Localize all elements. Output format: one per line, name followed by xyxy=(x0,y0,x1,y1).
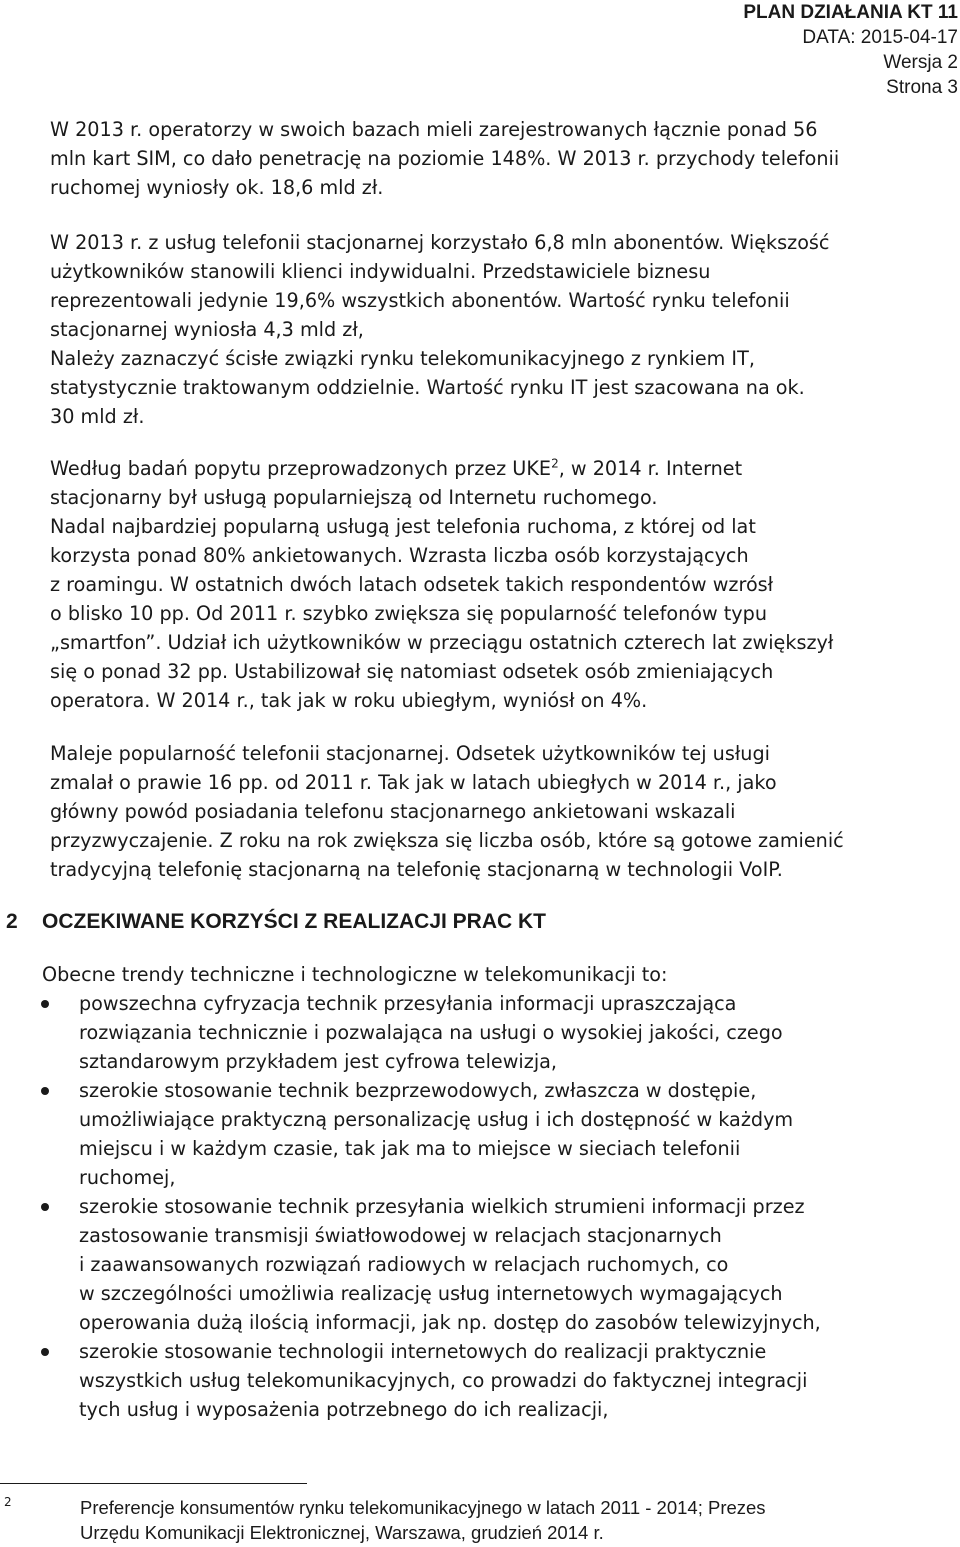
paragraph-fixed-line-decline xyxy=(50,739,950,884)
list-item-line: powszechna cyfryzacja technik przesyłania informacji upraszczająca xyxy=(79,992,737,1015)
paragraph-line: statystycznie traktowanym oddzielnie. Wartość rynku IT jest szacowana na ok. xyxy=(50,376,805,399)
section-number: 2 xyxy=(6,910,18,933)
footnote-number: 2 xyxy=(4,1495,12,1509)
list-item-line: zastosowanie transmisji światłowodowej w relacjach stacjonarnych xyxy=(79,1224,722,1247)
list-item xyxy=(0,1337,960,1424)
paragraph-line: Należy zaznaczyć ścisłe związki rynku telekomunikacyjnego z rynkiem IT, xyxy=(50,347,755,370)
list-item xyxy=(0,1192,960,1337)
bullet-icon xyxy=(41,1000,49,1008)
paragraph-line: o blisko 10 pp. Od 2011 r. szybko zwiększa się popularność telefonów typu xyxy=(50,602,767,625)
list-item-line: ruchomej, xyxy=(79,1166,176,1189)
paragraph-uke-survey xyxy=(50,454,950,715)
list-item-line: szerokie stosowanie technik przesyłania wielkich strumieni informacji przez xyxy=(79,1195,805,1218)
paragraph-mobile-market xyxy=(50,115,950,202)
paragraph-text: Według badań popytu przeprowadzonych przez UKE xyxy=(50,457,552,480)
list-item-line: umożliwiające praktyczną personalizację usług i ich dostępność w każdym xyxy=(79,1108,794,1131)
footnote-reference[interactable]: 2 xyxy=(551,456,559,471)
paragraph-line: korzysta ponad 80% ankietowanych. Wzrasta liczba osób korzystających xyxy=(50,544,749,567)
list-item-line: i zaawansowanych rozwiązań radiowych w relacjach ruchomych, co xyxy=(79,1253,729,1276)
document-version: Wersja 2 xyxy=(883,52,958,73)
paragraph-line: tradycyjną telefonię stacjonarną na telefonię stacjonarną w technologii VoIP. xyxy=(50,858,783,881)
paragraph-line: z roamingu. W ostatnich dwóch latach odsetek takich respondentów wzrósł xyxy=(50,573,774,596)
paragraph-line: główny powód posiadania telefonu stacjonarnego ankietowani wskazali xyxy=(50,800,736,823)
list-item-line: tych usług i wyposażenia potrzebnego do ich realizacji, xyxy=(79,1398,609,1421)
bullet-icon xyxy=(41,1087,49,1095)
list-item-line: operowania dużą ilością informacji, jak np. dostęp do zasobów telewizyjnych, xyxy=(79,1311,821,1334)
paragraph-line: stacjonarny był usługą popularniejszą od Internetu ruchomego. xyxy=(50,486,658,509)
paragraph-line: zmalał o prawie 16 pp. od 2011 r. Tak jak w latach ubiegłych w 2014 r., jako xyxy=(50,771,777,794)
list-item-line: rozwiązania technicznie i pozwalająca na usługi o wysokiej jakości, czego xyxy=(79,1021,783,1044)
paragraph-fixed-line-market xyxy=(50,228,950,431)
page-number: Strona 3 xyxy=(886,77,958,98)
paragraph-line: „smartfon”. Udział ich użytkowników w przeciągu ostatnich czterech lat zwiększył xyxy=(50,631,834,654)
paragraph-line: W 2013 r. z usług telefonii stacjonarnej korzystało 6,8 mln abonentów. Większość xyxy=(50,231,830,254)
list-item xyxy=(0,989,960,1076)
list-item-line: miejscu i w każdym czasie, tak jak ma to miejsce w sieciach telefonii xyxy=(79,1137,741,1160)
paragraph-line: Maleje popularność telefonii stacjonarnej. Odsetek użytkowników tej usługi xyxy=(50,742,770,765)
paragraph-line: się o ponad 32 pp. Ustabilizował się natomiast odsetek osób zmieniających xyxy=(50,660,774,683)
bullet-icon xyxy=(41,1203,49,1211)
paragraph-line: ruchomej wyniosły ok. 18,6 mld zł. xyxy=(50,176,384,199)
paragraph-line: reprezentowali jedynie 19,6% wszystkich abonentów. Wartość rynku telefonii xyxy=(50,289,790,312)
footnote-text xyxy=(80,1495,766,1545)
paragraph-text: , w 2014 r. Internet xyxy=(558,457,743,480)
paragraph-line: operatora. W 2014 r., tak jak w roku ubiegłym, wyniósł on 4%. xyxy=(50,689,648,712)
bullet-icon xyxy=(41,1348,49,1356)
paragraph-line: przyzwyczajenie. Z roku na rok zwiększa się liczba osób, które są gotowe zamienić xyxy=(50,829,844,852)
paragraph-line: użytkowników stanowili klienci indywidualni. Przedstawiciele biznesu xyxy=(50,260,711,283)
list-item-line: wszystkich usług telekomunikacyjnych, co prowadzi do faktycznej integracji xyxy=(79,1369,808,1392)
list-item xyxy=(0,1076,960,1192)
page-header xyxy=(743,0,958,100)
footnote-line: Urzędu Komunikacji Elektronicznej, Warszawa, grudzień 2014 r. xyxy=(80,1522,604,1543)
paragraph-line: mln kart SIM, co dało penetrację na poziomie 148%. W 2013 r. przychody telefonii xyxy=(50,147,840,170)
list-item-line: w szczególności umożliwia realizację usług internetowych wymagających xyxy=(79,1282,783,1305)
document-title: PLAN DZIAŁANIA KT 11 xyxy=(743,2,958,23)
trends-bullet-list xyxy=(0,989,960,1424)
list-item-line: szerokie stosowanie technik bezprzewodowych, zwłaszcza w dostępie, xyxy=(79,1079,757,1102)
list-item-line: szerokie stosowanie technologii internetowych do realizacji praktycznie xyxy=(79,1340,767,1363)
footnote-divider xyxy=(0,1483,307,1484)
section-title: OCZEKIWANE KORZYŚCI Z REALIZACJI PRAC KT xyxy=(42,910,547,933)
paragraph-line: 30 mld zł. xyxy=(50,405,145,428)
paragraph-line: Nadal najbardziej popularną usługą jest telefonia ruchoma, z której od lat xyxy=(50,515,756,538)
document-date: DATA: 2015-04-17 xyxy=(802,27,958,48)
list-item-line: sztandarowym przykładem jest cyfrowa telewizja, xyxy=(79,1050,558,1073)
paragraph-line xyxy=(50,454,950,483)
paragraph-line: W 2013 r. operatorzy w swoich bazach mieli zarejestrowanych łącznie ponad 56 xyxy=(50,118,818,141)
section-intro: Obecne trendy techniczne i technologiczne w telekomunikacji to: xyxy=(42,963,668,986)
footnote-line: Preferencje konsumentów rynku telekomunikacyjnego w latach 2011 - 2014; Prezes xyxy=(80,1497,766,1518)
paragraph-line: stacjonarnej wyniosła 4,3 mld zł, xyxy=(50,318,364,341)
